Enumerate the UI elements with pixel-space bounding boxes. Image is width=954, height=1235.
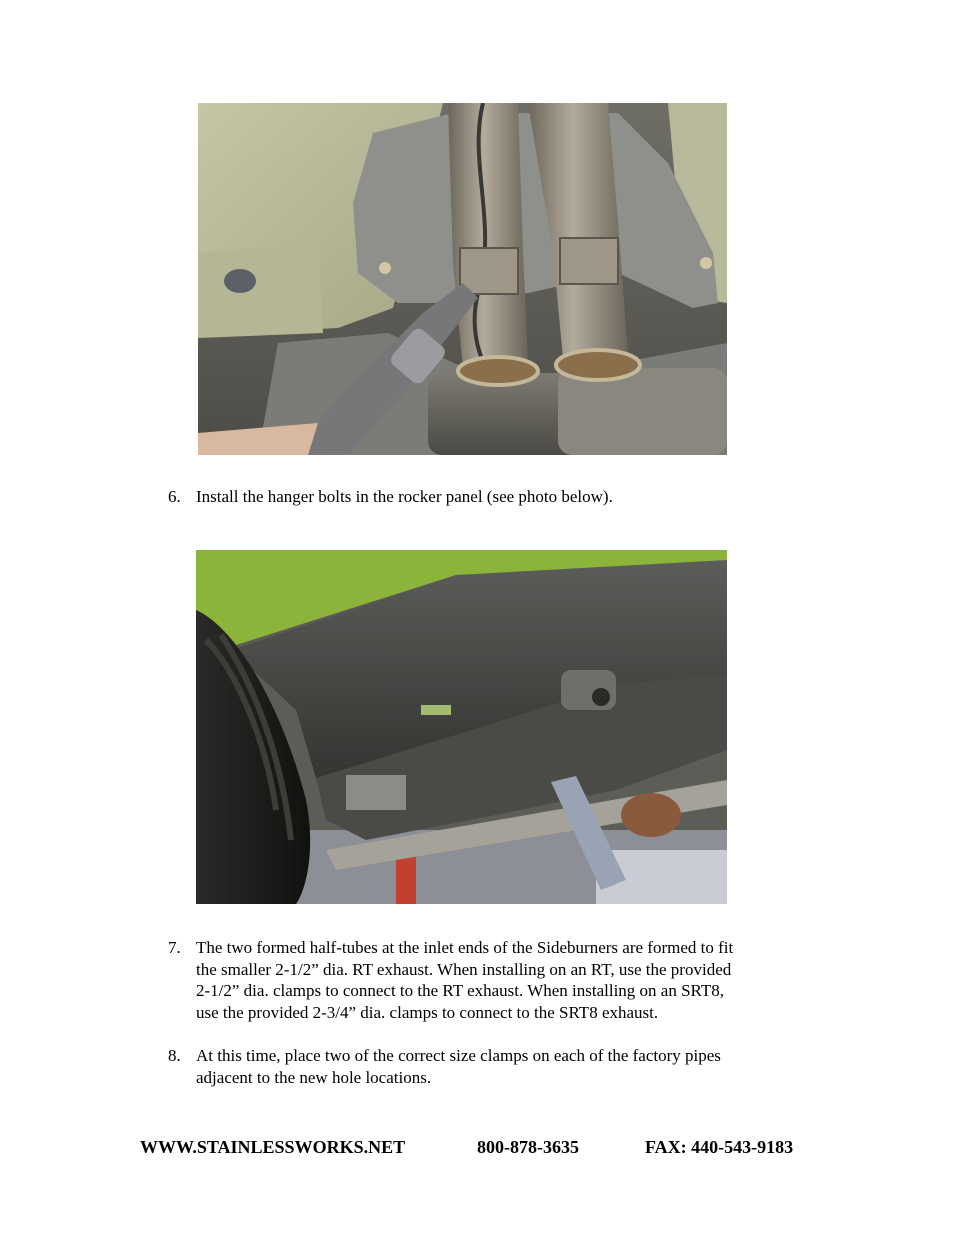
step-6 bbox=[168, 486, 788, 508]
pipe-flange-right bbox=[556, 350, 640, 380]
exhaust-pipe-left bbox=[448, 103, 528, 368]
exhaust-pipes-illustration bbox=[198, 103, 727, 455]
step-text-line: Install the hanger bolts in the rocker panel (see photo below). bbox=[196, 487, 613, 506]
step-number: 7. bbox=[168, 938, 181, 957]
pipe-clamp-right bbox=[560, 238, 618, 284]
step-text-line: At this time, place two of the correct size clamps on each of the factory pipes bbox=[196, 1046, 721, 1065]
step-text-line: 2-1/2” dia. clamps to connect to the RT exhaust. When installing on an SRT8, bbox=[196, 981, 725, 1000]
hanger-stud-right bbox=[700, 257, 712, 269]
technician-head bbox=[621, 793, 681, 837]
step-text-line: use the provided 2-3/4” dia. clamps to connect to the SRT8 exhaust. bbox=[196, 1002, 659, 1022]
step-text bbox=[196, 1045, 721, 1088]
hanger-bracket bbox=[561, 670, 616, 710]
exhaust-pipes-photo bbox=[198, 103, 727, 455]
step-8 bbox=[168, 1045, 808, 1089]
step-text-line: the smaller 2-1/2” dia. RT exhaust. When installing on an RT, use the provided bbox=[196, 959, 732, 979]
footer-website: WWW.STAINLESSWORKS.NET bbox=[140, 1137, 406, 1157]
step-number: 8. bbox=[168, 1046, 181, 1065]
step-number: 6. bbox=[168, 487, 181, 506]
footer-fax: FAX: 440-543-9183 bbox=[645, 1137, 794, 1157]
hanger-stud-left bbox=[379, 262, 391, 274]
pipe-clamp-left bbox=[460, 248, 518, 294]
footer-phone: 800-878-3635 bbox=[477, 1137, 579, 1157]
pipe-flange-left bbox=[458, 357, 538, 385]
step-text-line: adjacent to the new hole locations. bbox=[196, 1067, 432, 1087]
bracket-block bbox=[346, 775, 406, 810]
rocker-panel-photo bbox=[196, 550, 727, 904]
step-7 bbox=[168, 937, 808, 1025]
hanger-bolt-marker bbox=[421, 705, 451, 715]
body-panel-lower bbox=[198, 243, 323, 338]
hanger-bolt bbox=[592, 688, 610, 706]
step-text bbox=[196, 937, 733, 1023]
step-text-line: The two formed half-tubes at the inlet ends of the Sideburners are formed to fit bbox=[196, 938, 734, 957]
rocker-panel-illustration bbox=[196, 550, 727, 904]
panel-bolt-hole bbox=[224, 269, 256, 293]
